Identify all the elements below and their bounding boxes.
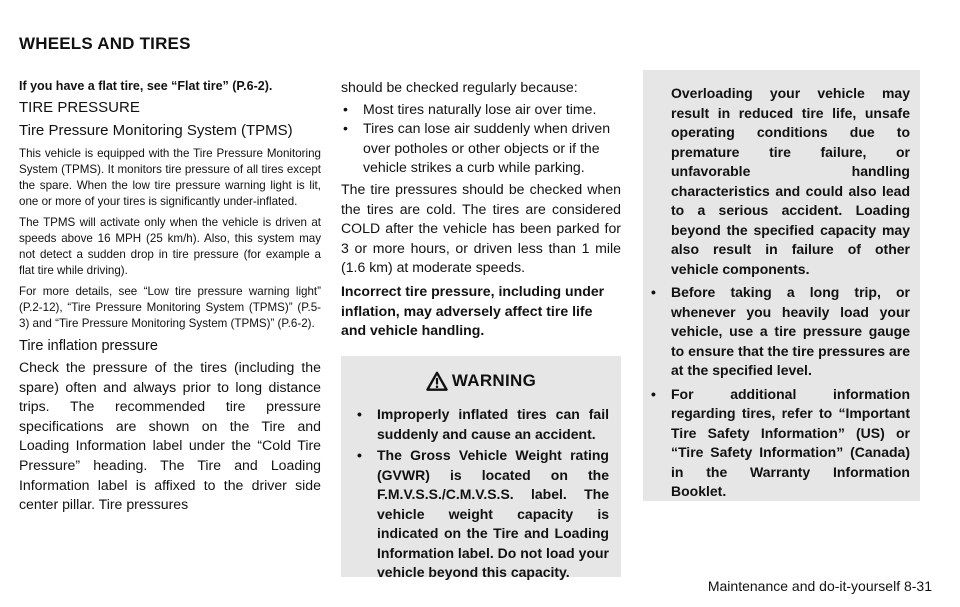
list-item-text: For additional information regarding tires, refer to “Important Tire Safety Information” (US) or “Tire Safety Information” (Canada) in the Warranty Information Booklet.	[671, 385, 910, 499]
bullet-icon: •	[651, 284, 656, 300]
tpms-paragraph-3: For more details, see “Low tire pressure warning light” (P.2-12), “Tire Pressure Monitoring System (TPMS)” (P.5-3) and “Tire Pressure Monitoring System (TPMS)” (P.6-2).	[19, 285, 321, 330]
list-item	[341, 119, 621, 178]
check-intro: should be checked regularly because:	[341, 79, 578, 95]
check-reasons-list	[341, 100, 621, 178]
list-item	[357, 405, 609, 444]
warning-header	[341, 367, 621, 395]
warning-list	[357, 405, 609, 583]
warning-label: WARNING	[451, 371, 537, 390]
bullet-icon: •	[357, 406, 362, 422]
column-2	[341, 78, 621, 341]
overloading-continuation-text: Overloading your vehicle may result in reduced tire life, unsafe operating conditions due to premature tire failure, or unfavorable handling characteristics and could also lead to a serious accident. Loading beyond the specified capacity may also result in failure of other vehicle components.	[671, 85, 910, 277]
column-1	[19, 78, 321, 515]
list-item	[643, 283, 920, 381]
inflation-text: Check the pressure of the tires (including the spare) often and always prior to long distance trips. The recommended tire pressure specifications are shown on the Tire and Loading Information label under the “Cold Tire Pressure” heading. The Tire and Loading Information label is affixed to the driver side center pillar. Tire pressures	[19, 359, 321, 513]
flat-tire-note: If you have a flat tire, see “Flat tire” (P.6-2).	[19, 79, 273, 93]
list-item	[341, 100, 621, 120]
list-item-text: Before taking a long trip, or whenever you heavily load your vehicle, use a tire pressure gauge to ensure that the tire pressures are at the specified level.	[671, 284, 910, 378]
inflation-title: Tire inflation pressure	[19, 338, 158, 354]
warning-continuation-list	[643, 283, 920, 502]
bullet-icon: •	[343, 100, 348, 117]
section-title-tire-pressure: TIRE PRESSURE	[19, 99, 140, 116]
page-header-title: WHEELS AND TIRES	[19, 34, 191, 53]
bullet-icon: •	[343, 120, 348, 137]
tpms-paragraph-1: This vehicle is equipped with the Tire Pressure Monitoring System (TPMS). It monitors tire pressure of all tires except the spare. When the low tire pressure warning light is lit, one or more of your tires is significantly under-inflated.	[19, 147, 321, 208]
warning-continuation-box	[643, 70, 920, 501]
cold-tires-text: The tire pressures should be checked when the tires are cold. The tires are considered COLD after the vehicle has been parked for 3 or more hours, or driven less than 1 mile (1.6 km) at moderate speeds.	[341, 180, 621, 276]
list-item-text: Tires can lose air suddenly when driven over potholes or other objects or if the vehicle strikes a curb while parking.	[363, 120, 611, 176]
warning-box	[341, 356, 621, 580]
subsection-title-tpms: Tire Pressure Monitoring System (TPMS)	[19, 122, 293, 139]
list-item-text: Most tires naturally lose air over time.	[363, 100, 597, 117]
bullet-icon: •	[357, 447, 362, 463]
page-footer: Maintenance and do-it-yourself 8-31	[707, 578, 932, 594]
bullet-icon: •	[651, 385, 656, 402]
list-item-text: The Gross Vehicle Weight rating (GVWR) is located on the F.M.V.S.S./C.M.V.S.S. label. The vehicle weight capacity is indicated on the Tire and Loading Information label. Do not load your vehicle beyond this capacity.	[377, 447, 609, 580]
incorrect-pressure-warning-text: Incorrect tire pressure, including under inflation, may adversely affect tire life and vehicle handling.	[341, 282, 605, 339]
list-item-text: Improperly inflated tires can fail suddenly and cause an accident.	[377, 406, 609, 442]
warning-triangle-icon	[426, 371, 448, 391]
list-item	[643, 385, 920, 502]
tpms-paragraph-2: The TPMS will activate only when the vehicle is driven at speeds above 16 MPH (25 km/h). Also, this system may not detect a sudden drop in tire pressure (for example a flat tire while driving).	[19, 216, 321, 277]
list-item	[357, 446, 609, 583]
